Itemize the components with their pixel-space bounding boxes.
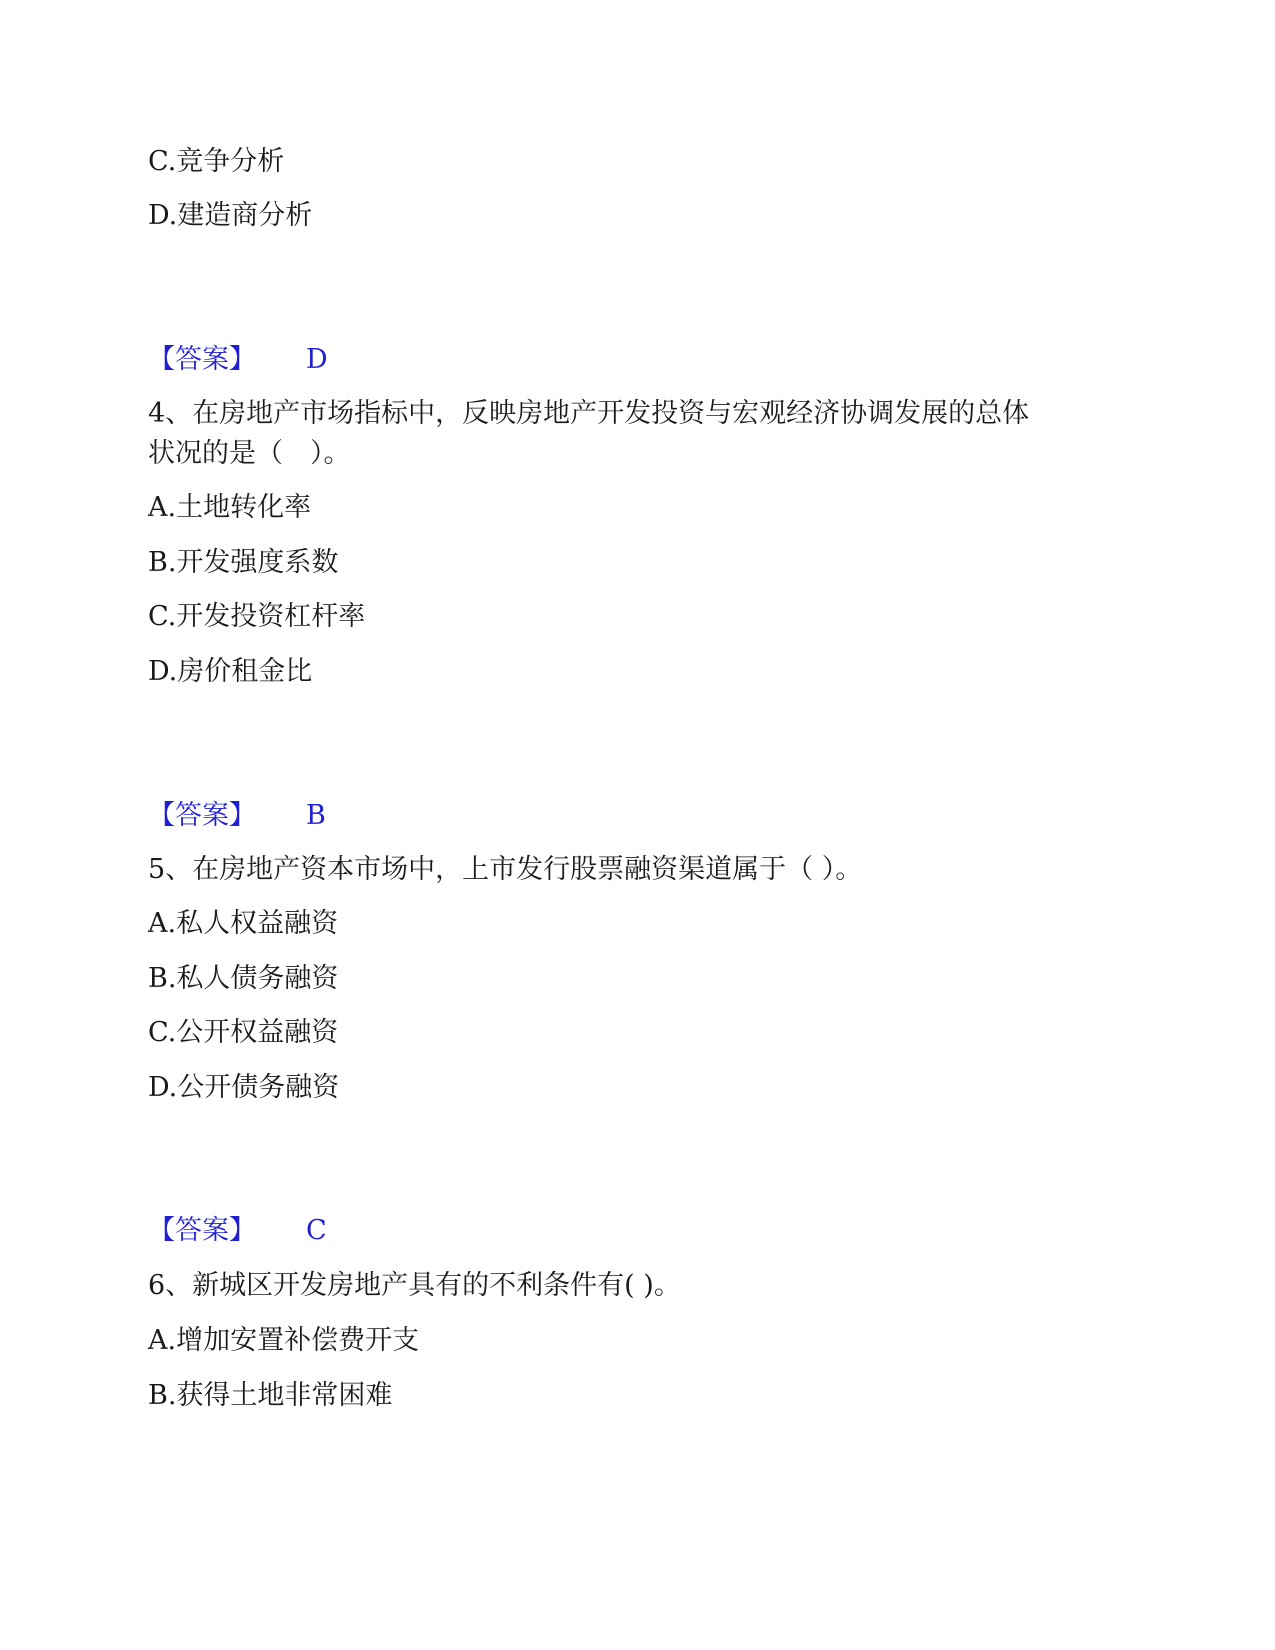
answer-letter: B bbox=[306, 800, 326, 831]
q3-option-c: C.竞争分析 bbox=[148, 146, 285, 177]
q4-answer-row bbox=[148, 798, 326, 834]
answer-letter: C bbox=[306, 1215, 327, 1246]
q4-option-b: B.开发强度系数 bbox=[148, 547, 339, 578]
q3-option-d: D.建造商分析 bbox=[148, 200, 313, 231]
answer-letter: D bbox=[306, 344, 328, 375]
q4-stem-line1: 4、在房地产市场指标中，反映房地产开发投资与宏观经济协调发展的总体 bbox=[148, 398, 1030, 429]
q4-option-a: A.土地转化率 bbox=[148, 492, 312, 523]
q6-option-b: B.获得土地非常困难 bbox=[148, 1380, 393, 1411]
answer-label: 【答案】 bbox=[148, 1215, 256, 1246]
q4-stem-line2: 状况的是（ ）。 bbox=[148, 438, 351, 469]
q6-stem: 6、新城区开发房地产具有的不利条件有( )。 bbox=[148, 1270, 681, 1301]
q5-option-b: B.私人债务融资 bbox=[148, 963, 339, 994]
q4-option-d: D.房价租金比 bbox=[148, 656, 313, 687]
answer-label: 【答案】 bbox=[148, 800, 256, 831]
answer-label: 【答案】 bbox=[148, 344, 256, 375]
q5-option-d: D.公开债务融资 bbox=[148, 1072, 340, 1103]
q3-answer-row bbox=[148, 342, 328, 378]
q5-option-a: A.私人权益融资 bbox=[148, 908, 339, 939]
q4-option-c: C.开发投资杠杆率 bbox=[148, 601, 366, 632]
q5-stem: 5、在房地产资本市场中，上市发行股票融资渠道属于（ ）。 bbox=[148, 854, 863, 885]
q6-option-a: A.增加安置补偿费开支 bbox=[148, 1325, 420, 1356]
q5-option-c: C.公开权益融资 bbox=[148, 1017, 339, 1048]
q5-answer-row bbox=[148, 1213, 327, 1249]
